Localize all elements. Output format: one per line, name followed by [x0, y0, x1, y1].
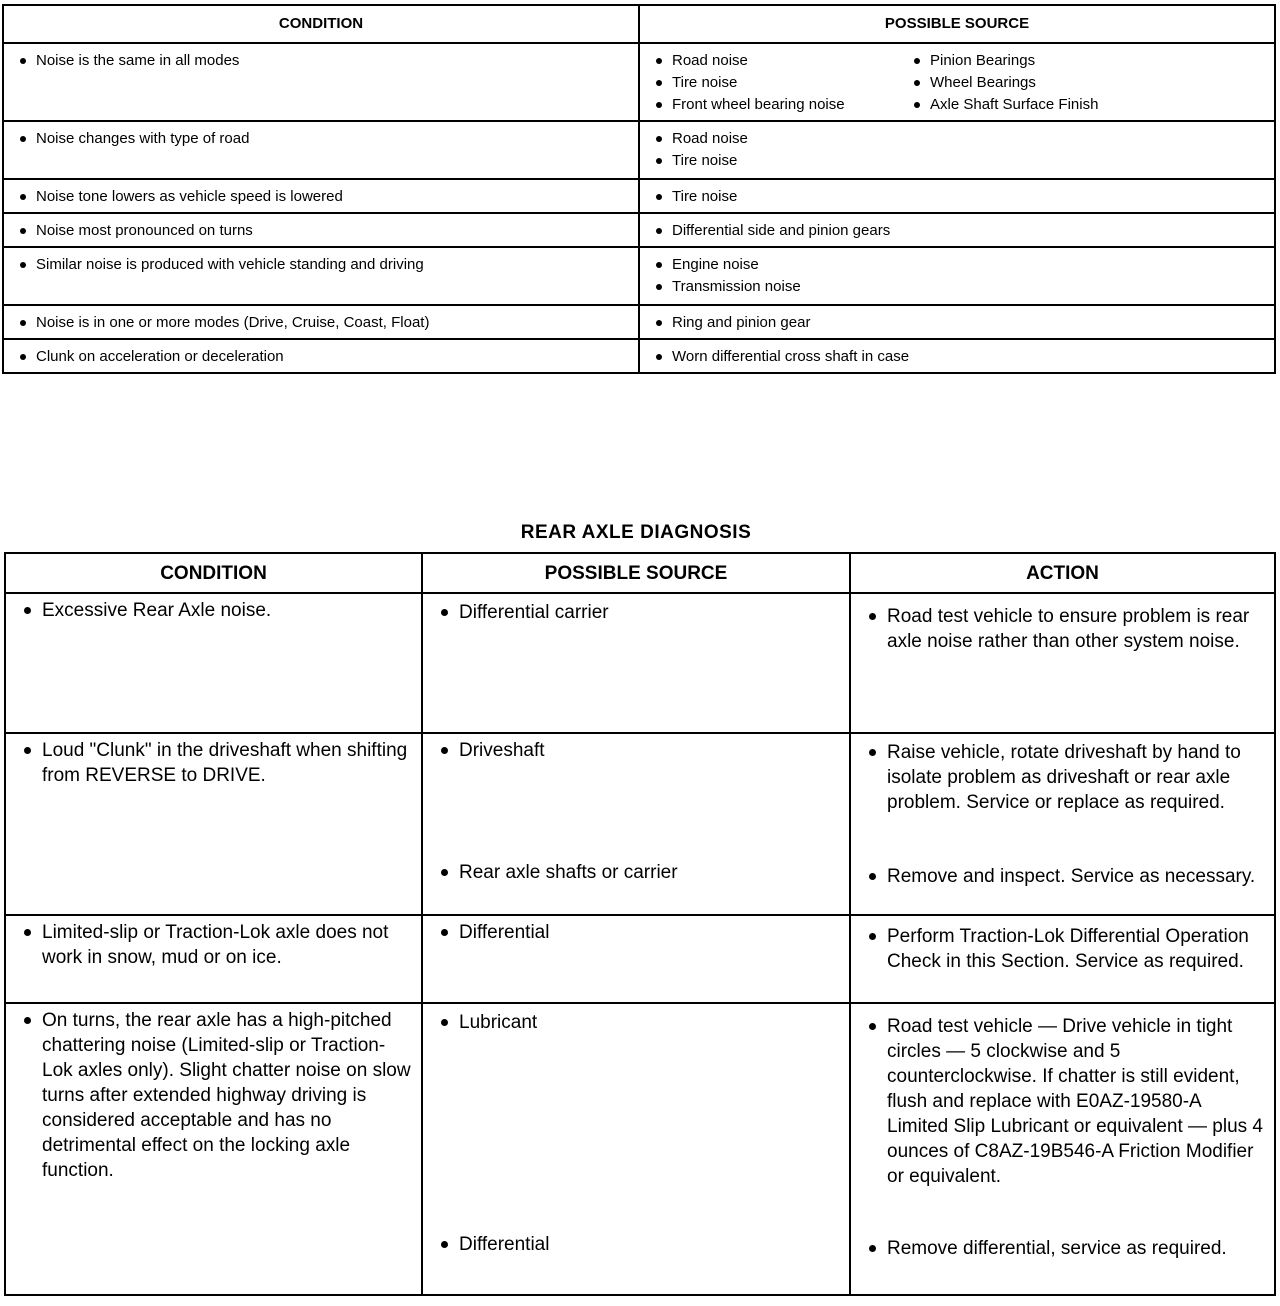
source-cell [639, 179, 1275, 213]
source-cell [422, 915, 850, 1003]
action-item: Road test vehicle to ensure problem is rear axle noise rather than other system noise. [865, 604, 1264, 654]
column-header-possible-source: POSSIBLE SOURCE [639, 5, 1275, 43]
source-item: Worn differential cross shaft in case [652, 346, 1264, 368]
column-header-condition: CONDITION [3, 5, 639, 43]
condition-cell [3, 213, 639, 247]
source-item: Road noise [652, 128, 1264, 150]
table-row [3, 305, 1275, 339]
condition-cell [3, 247, 639, 305]
source-item: Engine noise [652, 254, 1264, 276]
column-header-action: ACTION [850, 553, 1275, 593]
source-cell [639, 121, 1275, 179]
table-header-row [3, 5, 1275, 43]
condition-text: Noise most pronounced on turns [16, 220, 628, 242]
table-row [5, 915, 1275, 1003]
action-item: Remove and inspect. Service as necessary. [865, 864, 1264, 889]
source-item: Differential side and pinion gears [652, 220, 1264, 242]
condition-cell [5, 733, 422, 915]
table-row [5, 1003, 1275, 1295]
table-row [3, 339, 1275, 373]
action-cell [850, 1003, 1275, 1295]
column-header-condition: CONDITION [5, 553, 422, 593]
source-item: Transmission noise [652, 276, 1264, 298]
condition-cell [5, 593, 422, 733]
source-cell [639, 213, 1275, 247]
source-item: Tire noise [652, 72, 910, 94]
source-cell [639, 247, 1275, 305]
table-row [3, 213, 1275, 247]
action-cell [850, 915, 1275, 1003]
table-row [3, 179, 1275, 213]
table-row [3, 247, 1275, 305]
source-cell [422, 593, 850, 733]
condition-cell [3, 339, 639, 373]
action-item: Remove differential, service as required. [865, 1236, 1264, 1261]
source-item: Front wheel bearing noise [652, 94, 910, 116]
condition-text: Noise changes with type of road [16, 128, 628, 150]
source-item: Differential [437, 920, 839, 945]
condition-text: Loud "Clunk" in the driveshaft when shifting from REVERSE to DRIVE. [20, 738, 411, 788]
table-row [5, 593, 1275, 733]
condition-cell [5, 915, 422, 1003]
condition-cell [3, 43, 639, 121]
condition-cell [3, 179, 639, 213]
table-row [5, 733, 1275, 915]
condition-text: Clunk on acceleration or deceleration [16, 346, 628, 368]
action-item: Perform Traction-Lok Differential Operation Check in this Section. Service as required. [865, 924, 1264, 974]
source-cell [422, 733, 850, 915]
condition-text: Limited-slip or Traction-Lok axle does not work in snow, mud or on ice. [20, 920, 411, 970]
source-item: Rear axle shafts or carrier [437, 860, 839, 885]
section-title: REAR AXLE DIAGNOSIS [520, 522, 752, 543]
source-cell [639, 339, 1275, 373]
source-item: Differential [437, 1232, 839, 1257]
source-item: Driveshaft [437, 738, 839, 763]
source-item: Road noise [652, 50, 910, 72]
source-cell [422, 1003, 850, 1295]
condition-text: Noise tone lowers as vehicle speed is lowered [16, 186, 628, 208]
action-item: Road test vehicle — Drive vehicle in tight circles — 5 clockwise and 5 counterclockwise. If chatter is still evident, flush and replace with E0AZ-19580-A Limited Slip Lubricant or equivalent — plus 4 ounces of C8AZ-19B546-A Friction Modifier or equivalent. [865, 1014, 1264, 1189]
condition-text: Noise is in one or more modes (Drive, Cruise, Coast, Float) [16, 312, 628, 334]
action-cell [850, 593, 1275, 733]
rear-axle-diagnosis-table [4, 552, 1276, 1296]
source-item: Differential carrier [437, 600, 839, 625]
table-row [3, 121, 1275, 179]
condition-text: On turns, the rear axle has a high-pitched chattering noise (Limited-slip or Traction-Lok axles only). Slight chatter noise on slow turns after extended highway driving is considered acceptable and has no detrimental effect on the locking axle function. [20, 1008, 411, 1183]
source-item: Tire noise [652, 186, 1264, 208]
action-item: Raise vehicle, rotate driveshaft by hand to isolate problem as driveshaft or rear axle problem. Service or replace as required. [865, 740, 1264, 815]
condition-cell [3, 121, 639, 179]
action-cell [850, 733, 1275, 915]
source-cell [639, 305, 1275, 339]
condition-text: Similar noise is produced with vehicle standing and driving [16, 254, 628, 276]
source-item: Pinion Bearings [910, 50, 1098, 72]
table-header-row [5, 553, 1275, 593]
noise-diagnosis-table [2, 4, 1276, 374]
source-item: Lubricant [437, 1010, 839, 1035]
condition-text: Noise is the same in all modes [16, 50, 628, 72]
condition-cell [3, 305, 639, 339]
source-item: Axle Shaft Surface Finish [910, 94, 1098, 116]
source-item: Ring and pinion gear [652, 312, 1264, 334]
source-cell [639, 43, 1275, 121]
condition-cell [5, 1003, 422, 1295]
source-item: Tire noise [652, 150, 1264, 172]
condition-text: Excessive Rear Axle noise. [20, 598, 411, 623]
source-item: Wheel Bearings [910, 72, 1098, 94]
column-header-possible-source: POSSIBLE SOURCE [422, 553, 850, 593]
table-row [3, 43, 1275, 121]
